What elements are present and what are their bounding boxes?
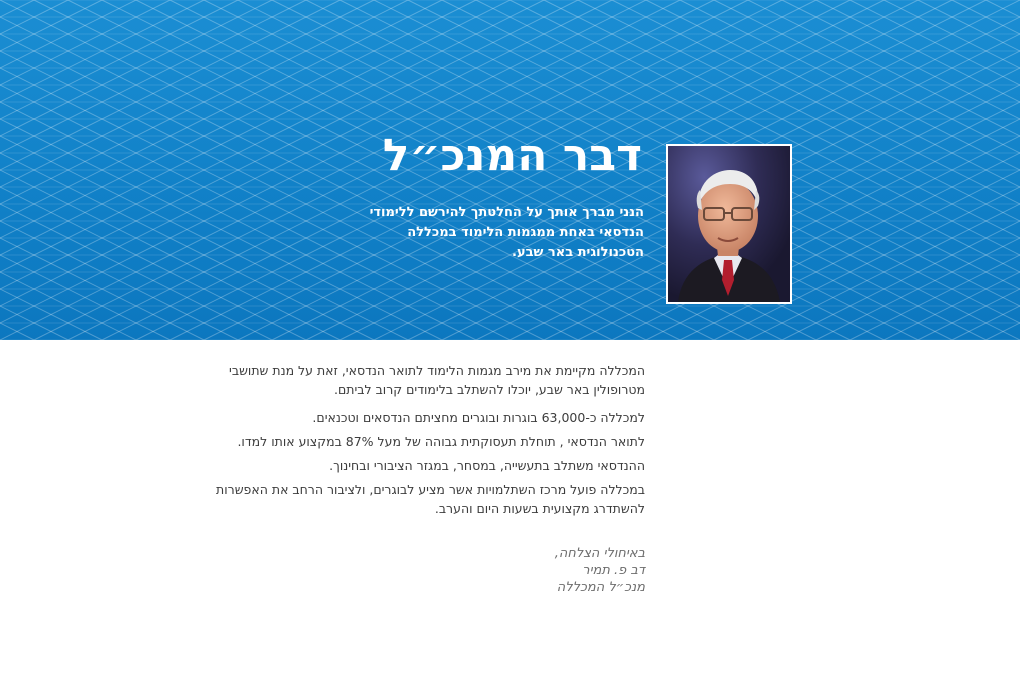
message-body xyxy=(185,361,645,523)
message-paragraph: למכללה כ-63,000 בוגרות ובוגרים מחציתם הנדסאים וטכנאים. xyxy=(312,410,645,425)
message-paragraph: לתואר הנדסאי , תוחלת תעסוקתית גבוהה של מעל 87% במקצוע אותו למדו. xyxy=(237,434,645,449)
signature-role: מנכ״ל המכללה xyxy=(556,580,645,595)
message-paragraph: המכללה מקיימת את מירב מגמות הלימוד לתואר הנדסאי, זאת על מנת שתושבי מטרופולין באר שבע, יוכלו להשתלב בלימודים קרוב לביתם. xyxy=(229,363,645,397)
signature-name: דב פ. תמיר xyxy=(582,563,645,578)
intro-text: הנני מברך אותך על החלטתך להירשם ללימודי הנדסאי באחת ממגמות הלימוד במכללה הטכנולוגית באר שבע. xyxy=(369,205,644,260)
message-paragraph: ההנדסאי משתלב בתעשייה, במסחר, במגזר הציבורי ובחינוך. xyxy=(329,458,645,473)
director-portrait xyxy=(666,144,792,304)
page-title: דבר המנכ״ל xyxy=(382,130,642,181)
portrait-photo-icon xyxy=(668,146,790,302)
signature-block xyxy=(555,545,645,596)
message-paragraph: במכללה פועל מרכז השתלמויות אשר מציע לבוגרים, ולציבור הרחב את האפשרות להשתדרג מקצועית בשעות היום והערב. xyxy=(216,482,645,516)
signature-closing: באיחולי הצלחה, xyxy=(554,546,645,561)
